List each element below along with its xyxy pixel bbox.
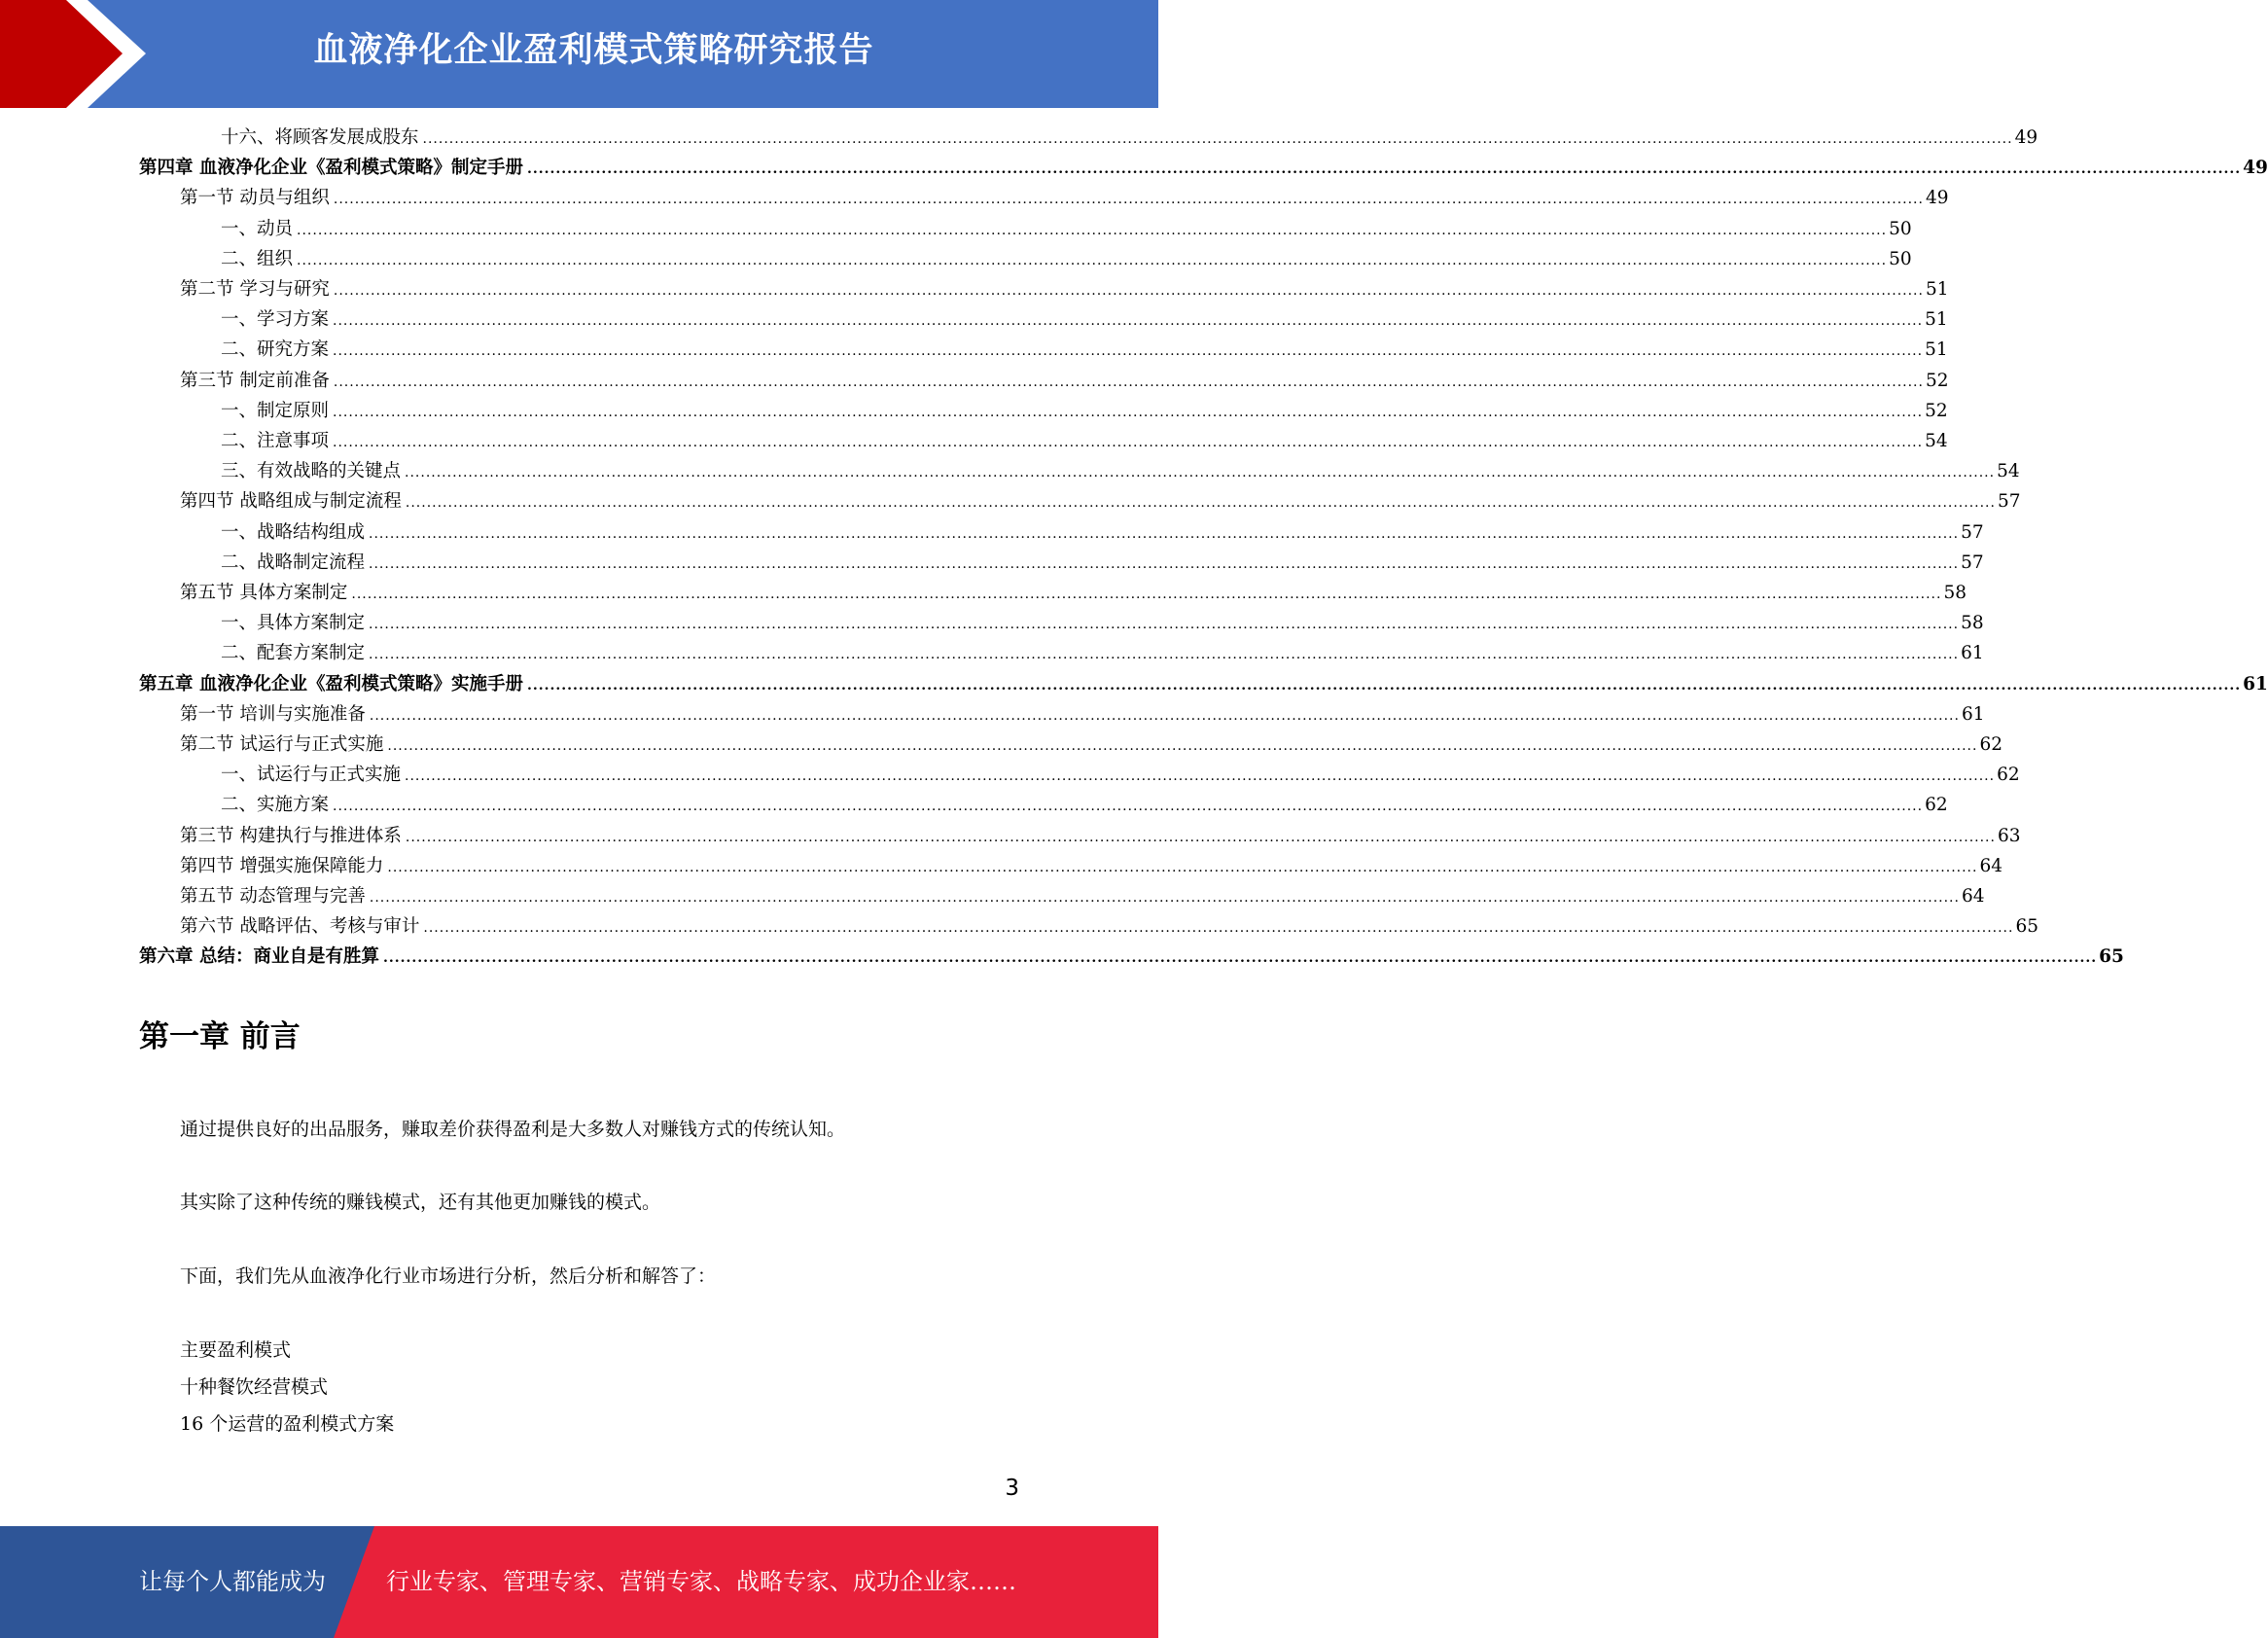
toc-leader-dots: ............................................................................................................................................................................................................................................................................................................ (405, 829, 1996, 845)
toc-entry-title: 一、试运行与正式实施 (221, 765, 402, 786)
toc-entry-title: 二、组织 (221, 248, 294, 269)
toc-page-number: 51 (1925, 279, 1949, 300)
toc-subsection-entry[interactable] (221, 639, 1984, 668)
chapter-heading: 第一章 前言 (139, 1019, 301, 1054)
toc-page-number: 64 (1961, 886, 1985, 907)
toc-entry-title: 一、动员 (221, 218, 294, 239)
toc-leader-dots: ............................................................................................................................................................................................................................................................................................................ (405, 465, 1996, 481)
toc-section-entry[interactable] (180, 275, 1949, 304)
toc-page-number: 49 (2014, 127, 2038, 148)
toc-subsection-entry[interactable] (221, 609, 1984, 638)
toc-entry-title: 三、有效战略的关键点 (221, 461, 402, 482)
footer-slogan-left: 让每个人都能成为 (139, 1568, 326, 1595)
toc-page-number: 50 (1889, 248, 1912, 269)
toc-subsection-entry[interactable] (221, 518, 1984, 548)
toc-subsection-entry[interactable] (221, 245, 1912, 274)
toc-entry-title: 一、学习方案 (221, 309, 330, 331)
toc-section-entry[interactable] (180, 822, 2021, 851)
paragraph: 其实除了这种传统的赚钱模式，还有其他更加赚钱的模式。 (180, 1192, 661, 1213)
toc-subsection-entry[interactable] (221, 305, 1948, 335)
toc-leader-dots: ............................................................................................................................................................................................................................................................................................................ (387, 738, 1978, 754)
toc-entry-title: 第四章 血液净化企业《盈利模式策略》制定手册 (139, 158, 523, 179)
toc-page-number: 64 (1979, 855, 2002, 876)
toc-page-number: 61 (1961, 703, 1985, 725)
list-item: 16 个运营的盈利模式方案 (180, 1413, 395, 1435)
toc-page-number: 62 (1979, 734, 2002, 755)
toc-section-entry[interactable] (180, 882, 1985, 911)
report-title: 血液净化企业盈利模式策略研究报告 (313, 31, 874, 70)
toc-page-number: 58 (1961, 613, 1984, 634)
toc-section-entry[interactable] (180, 700, 1985, 730)
toc-leader-dots: ............................................................................................................................................................................................................................................................................................................ (333, 343, 1924, 360)
toc-subsection-entry[interactable] (221, 791, 1948, 820)
toc-leader-dots: ............................................................................................................................................................................................................................................................................................................ (405, 495, 1996, 512)
toc-entry-title: 第二节 学习与研究 (180, 279, 330, 300)
toc-leader-dots: ............................................................................................................................................................................................................................................................................................................ (369, 555, 1960, 572)
toc-page-number: 49 (2243, 158, 2268, 179)
toc-subsection-entry[interactable] (221, 549, 1984, 578)
toc-section-entry[interactable] (180, 579, 1967, 608)
toc-section-entry[interactable] (180, 367, 1949, 396)
toc-entry-title: 第五节 具体方案制定 (180, 583, 348, 603)
toc-subsection-entry[interactable] (221, 124, 2038, 153)
toc-page-number: 61 (2243, 673, 2268, 694)
toc-page-number: 54 (1925, 431, 1948, 451)
toc-entry-title: 二、配套方案制定 (221, 643, 366, 664)
toc-section-entry[interactable] (180, 912, 2038, 942)
toc-leader-dots: ............................................................................................................................................................................................................................................................................................................ (333, 435, 1924, 450)
toc-entry-title: 第五节 动态管理与完善 (180, 886, 366, 907)
toc-leader-dots: ............................................................................................................................................................................................................................................................................................................ (297, 252, 1888, 268)
toc-entry-title: 二、注意事项 (221, 431, 330, 451)
page-header (0, 0, 1158, 108)
toc-leader-dots: ............................................................................................................................................................................................................................................................................................................ (382, 950, 2098, 967)
page-footer (0, 1526, 1158, 1638)
toc-chapter-entry[interactable] (139, 670, 2268, 699)
toc-page-number: 62 (1997, 765, 2020, 786)
toc-page-number: 57 (1961, 521, 1984, 543)
toc-chapter-entry[interactable] (139, 943, 2124, 972)
toc-leader-dots: ............................................................................................................................................................................................................................................................................................................ (333, 313, 1924, 330)
toc-subsection-entry[interactable] (221, 761, 2020, 790)
toc-entry-title: 第三节 制定前准备 (180, 370, 330, 391)
toc-leader-dots: ............................................................................................................................................................................................................................................................................................................ (526, 161, 2242, 178)
footer-slogan-right: 行业专家、管理专家、营销专家、战略专家、成功企业家…… (386, 1568, 1016, 1595)
toc-page-number: 54 (1997, 461, 2020, 482)
page-number: 3 (1005, 1476, 1019, 1501)
toc-entry-title: 第一节 动员与组织 (180, 188, 330, 209)
toc-page-number: 65 (2015, 916, 2038, 938)
toc-entry-title: 第六章 总结：商业自是有胜算 (139, 946, 379, 968)
toc-leader-dots: ............................................................................................................................................................................................................................................................................................................ (351, 587, 1942, 602)
toc-leader-dots: ............................................................................................................................................................................................................................................................................................................ (333, 799, 1924, 815)
toc-page-number: 57 (1961, 552, 1984, 573)
toc-leader-dots: ............................................................................................................................................................................................................................................................................................................ (369, 647, 1960, 663)
toc-page-number: 51 (1925, 309, 1948, 331)
list-item: 十种餐饮经营模式 (180, 1376, 329, 1398)
toc-page-number: 63 (1997, 825, 2021, 846)
toc-page-number: 62 (1925, 795, 1948, 816)
toc-section-entry[interactable] (180, 730, 2002, 760)
toc-entry-title: 第五章 血液净化企业《盈利模式策略》实施手册 (139, 673, 523, 694)
toc-leader-dots: ............................................................................................................................................................................................................................................................................................................ (369, 525, 1960, 542)
toc-subsection-entry[interactable] (221, 397, 1948, 426)
toc-page-number: 58 (1943, 583, 1967, 603)
toc-section-entry[interactable] (180, 487, 2021, 516)
toc-leader-dots: ............................................................................................................................................................................................................................................................................................................ (387, 859, 1978, 875)
toc-entry-title: 二、研究方案 (221, 339, 330, 361)
toc-chapter-entry[interactable] (139, 154, 2268, 183)
toc-entry-title: 第二节 试运行与正式实施 (180, 734, 384, 755)
toc-page-number: 49 (1925, 188, 1949, 209)
toc-subsection-entry[interactable] (221, 427, 1948, 456)
toc-entry-title: 二、实施方案 (221, 795, 330, 816)
toc-leader-dots: ............................................................................................................................................................................................................................................................................................................ (333, 374, 1924, 390)
toc-leader-dots: ............................................................................................................................................................................................................................................................................................................ (369, 617, 1960, 633)
toc-entry-title: 第一节 培训与实施准备 (180, 703, 366, 725)
toc-leader-dots: ............................................................................................................................................................................................................................................................................................................ (405, 768, 1996, 785)
toc-page-number: 51 (1925, 339, 1948, 361)
toc-page-number: 57 (1997, 491, 2021, 513)
paragraph: 通过提供良好的出品服务，赚取差价获得盈利是大多数人对赚钱方式的传统认知。 (180, 1119, 846, 1140)
toc-page-number: 65 (2099, 946, 2124, 968)
toc-entry-title: 一、制定原则 (221, 400, 330, 421)
toc-subsection-entry[interactable] (221, 336, 1948, 365)
toc-page-number: 50 (1889, 218, 1912, 239)
paragraph: 下面，我们先从血液净化行业市场进行分析，然后分析和解答了： (180, 1265, 717, 1287)
toc-entry-title: 二、战略制定流程 (221, 552, 366, 573)
toc-leader-dots: ............................................................................................................................................................................................................................................................................................................ (526, 677, 2242, 694)
toc-entry-title: 第六节 战略评估、考核与审计 (180, 916, 420, 938)
toc-section-entry[interactable] (180, 852, 2002, 881)
toc-leader-dots: ............................................................................................................................................................................................................................................................................................................ (369, 707, 1960, 724)
toc-leader-dots: ............................................................................................................................................................................................................................................................................................................ (333, 283, 1924, 299)
toc-entry-title: 第三节 构建执行与推进体系 (180, 825, 402, 846)
toc-leader-dots: ............................................................................................................................................................................................................................................................................................................ (333, 192, 1924, 208)
toc-entry-title: 一、具体方案制定 (221, 613, 366, 634)
toc-subsection-entry[interactable] (221, 215, 1912, 244)
toc-leader-dots: ............................................................................................................................................................................................................................................................................................................ (369, 890, 1960, 906)
toc-subsection-entry[interactable] (221, 457, 2020, 486)
toc-entry-title: 十六、将顾客发展成股东 (221, 127, 419, 148)
toc-leader-dots: ............................................................................................................................................................................................................................................................................................................ (297, 222, 1888, 238)
toc-leader-dots: ............................................................................................................................................................................................................................................................................................................ (333, 404, 1924, 420)
toc-page-number: 61 (1961, 643, 1984, 664)
toc-section-entry[interactable] (180, 184, 1949, 213)
toc-page-number: 52 (1925, 400, 1948, 421)
toc-entry-title: 一、战略结构组成 (221, 521, 366, 543)
toc-leader-dots: ............................................................................................................................................................................................................................................................................................................ (423, 920, 2014, 937)
toc-page-number: 52 (1925, 370, 1949, 391)
toc-entry-title: 第四节 战略组成与制定流程 (180, 491, 402, 513)
toc-leader-dots: ............................................................................................................................................................................................................................................................................................................ (422, 131, 2013, 147)
toc-entry-title: 第四节 增强实施保障能力 (180, 855, 384, 876)
list-item: 主要盈利模式 (180, 1339, 292, 1361)
